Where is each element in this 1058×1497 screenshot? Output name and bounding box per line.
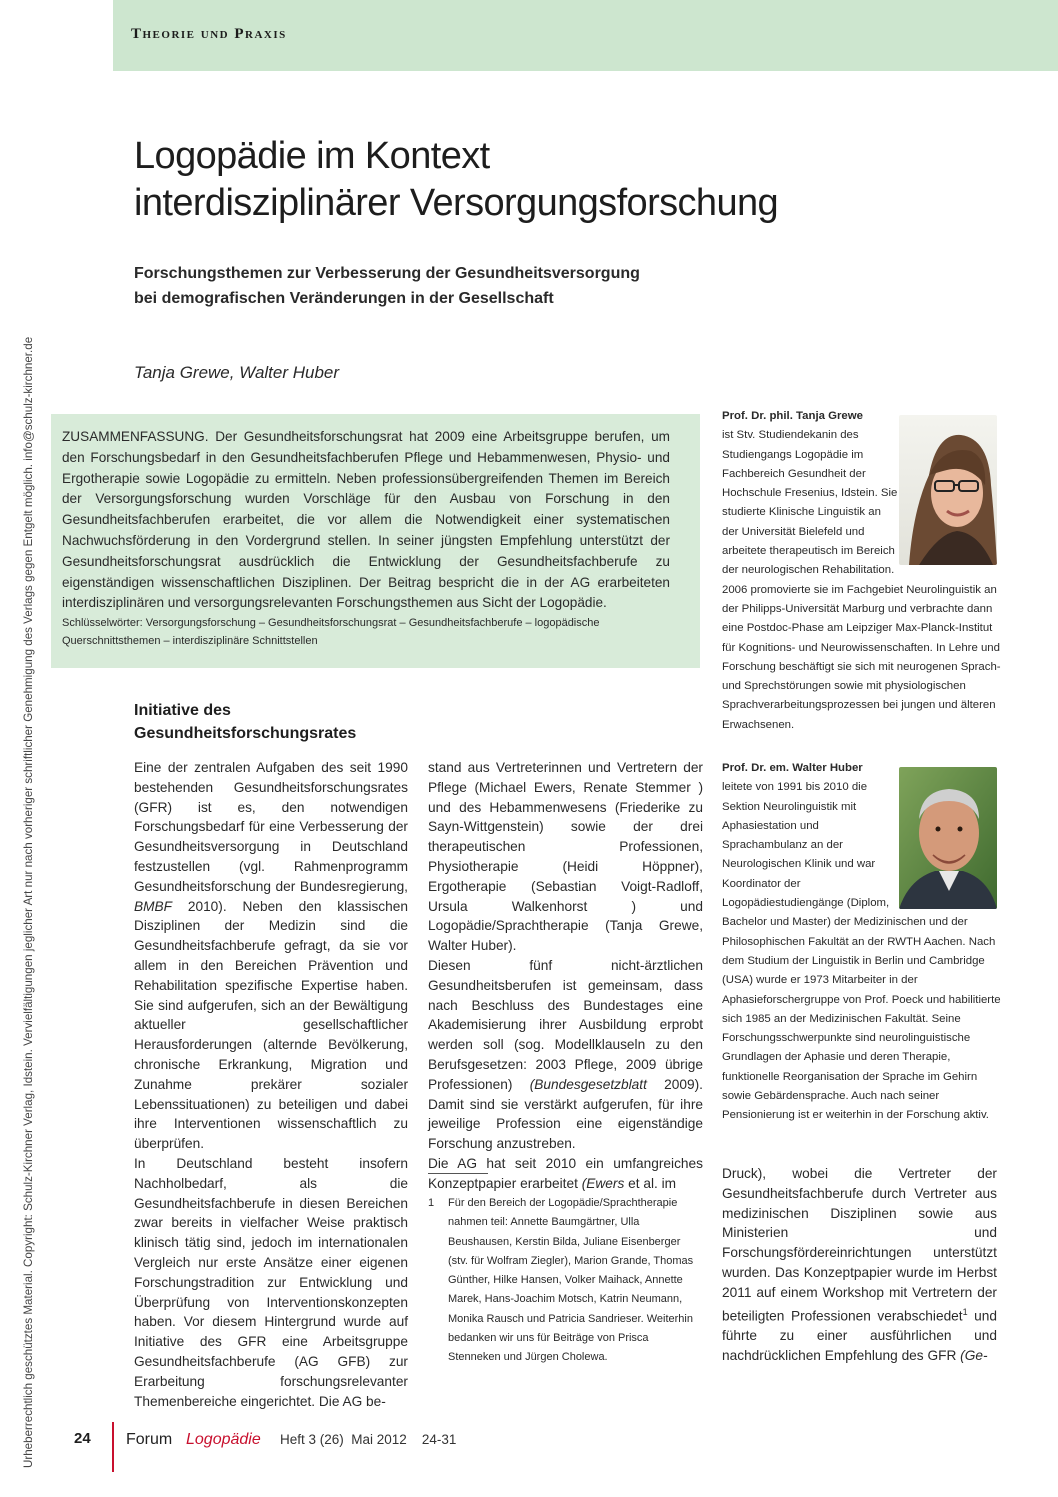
issue-info: Heft 3 (26) Mai 2012 24-31 [280,1432,457,1447]
bio-name: Prof. Dr. em. Walter Huber [722,762,863,774]
body-column-1 [134,758,408,1411]
author-photo-grewe [899,415,997,565]
body-column-2 [428,758,703,1194]
body-column-3 [722,1164,997,1366]
bio-text: leitete von 1991 bis 2010 die Sektion Neurolinguistik mit Aphasiestation und Sprachambulanz an der Neurologischen Klinik und war Koordinator der Logopädiestudiengänge (Diplom, Bachelor und Master) der Medizinischen und der Philosophischen Fakultät an der RWTH Aachen. Nach dem Studium der Linguistik in Berlin und Cambridge (USA) wurde er 1973 Mitarbeiter in der Aphasieforschergruppe von Prof. Poeck und habilitierte sich 1985 an der Medizinischen Fakultät. Seine Forschungsschwerpunkte sind neurolinguistische Grundlagen der Aphasie und deren Therapie, funktionelle Reorganisation der Sprache im Gehirn sowie Gebärdensprache. Auch nach seiner Pensionierung ist er weiterhin in der Forschung aktiv. [722,781,1001,1122]
text-run: Diesen fünf nicht-ärztlichen Gesundheitsberufen ist gemeinsam, dass nach Beschluss des Bundestages eine Akademisierung ihrer Ausbildung erprobt werden soll (sog. Modellklauseln zu den Berufsgesetzen: 2003 Pflege, 2009 übrige Professionen) [428,957,703,1092]
paragraph [134,758,408,1154]
footnote-divider [428,1173,488,1174]
text-run: Druck), wobei die Vertreter der Gesundheitsfachberufe durch Vertreter aus medizinischen Disziplinen sowie aus Ministerien und Forschungsfördereinrichtungen unterstützt wurden. Das Konzeptpapier wurde im Herbst 2011 auf einem Workshop mit Vertretern der beteiligten Professionen verabschiedet [722,1166,997,1324]
text-run: und führte zu einer ausführlichen und nachdrücklichen Empfehlung des GFR [722,1308,998,1363]
paragraph [722,1164,997,1366]
portrait-image [899,767,997,909]
article-subtitle [134,261,714,311]
keywords: Schlüsselwörter: Versorgungsforschung – Gesundheitsforschungsrat – Gesundheitsfachberufe – logopädische Querschnittsthemen – interdisziplinäre Schnittstellen [62,617,600,647]
subtitle-line-1: Forschungsthemen zur Verbesserung der Gesundheitsversorgung [134,265,640,282]
section-label: Theorie und Praxis [131,26,287,42]
author-photo-huber [899,767,997,909]
citation: (Ewers [581,1175,625,1191]
page-number: 24 [74,1430,91,1447]
section-heading-line-1: Initiative des [134,702,231,719]
paragraph [428,956,703,1154]
footer-divider [112,1422,114,1472]
footnote-number: 1 [428,1197,435,1209]
text-run: 2010). Neben den klassischen Disziplinen der Medizin sind die Gesundheitsfachberufe gefragt, da sie vor allem in den Bereichen Prävention und Rehabilitation spezifische Expertise haben. Sie sind aufgerufen, sich an der Bewältigung aktueller gesellschaftlicher Herausforderungen (alternde Bevölkerung, chronische Erkrankung, Migration und Zunahme prekärer sozialer Lebenssituationen) zu beteiligen und dabei ihre Interventionen wissenschaftlich zu überprüfen. [134,898,408,1152]
paragraph: In Deutschland besteht insofern Nachholbedarf, als die Gesundheitsfachberufe in diesen Bereichen zwar bereits in vielfacher Weise praktisch klinisch tätig sind, jedoch im internationalen Vergleich nur erste Ansätze einer eigenen Forschungstradition zur Entwicklung und Überprüfung von Interventionskonzepten haben. Vor diesem Hintergrund wurde auf Initiative des GFR eine Arbeitsgruppe Gesundheitsfachberufe (AG GFB) zur Erarbeitung forschungsrelevanter Themenbereiche eingerichtet. Die AG be- [134,1155,408,1409]
text-run: et al. im [624,1175,677,1191]
paragraph: stand aus Vertreterinnen und Vertretern der Pflege (Michael Ewers, Renate Stemmer ) und des Hebammenwesens (Friederike zu Sayn-Wittgenstein) sowie der drei therapeutischen Professionen, Physiotherapie (Heidi Höppner), Ergotherapie (Sebastian Voigt-Radloff, Ursula Walkenhorst ) und Logopädie/Sprachtherapie (Tanja Grewe, Walter Huber). [428,760,703,954]
title-line-2: interdisziplinärer Versorgungsforschung [134,182,779,224]
text-run: Die AG hat seit 2010 ein umfangreiches Konzeptpapier erarbeitet [428,1155,703,1191]
text-run: 2009). Damit sind sie verstärkt aufgerufen, für ihre jeweilige Profession eine eigenständige Forschung anzustreben. [428,1076,703,1152]
subtitle-line-2: bei demografischen Veränderungen in der Gesellschaft [134,290,554,307]
authors: Tanja Grewe, Walter Huber [134,363,340,382]
footnote-text: Für den Bereich der Logopädie/Sprachtherapie nahmen teil: Annette Baumgärtner, Ulla Beushausen, Kerstin Bilda, Juliane Eisenberger (stv. für Wolfram Ziegler), Marion Grande, Thomas Günther, Hilke Hansen, Volker Maihack, Annette Marek, Hans-Joachim Motsch, Katrin Neumann, Monika Rausch und Patricia Sandrieser. Weiterhin bedanken wir uns für Beiträge von Prisca Stenneken und Jürgen Cholewa. [448,1197,694,1364]
journal-name: Forum [126,1431,173,1448]
footnote-ref[interactable]: 1 [962,1306,968,1317]
footnote [428,1194,702,1368]
copyright-notice: Urheberrechtlich geschütztes Material. Copyright: Schulz-Kirchner Verlag, Idstein. Vervielfältigungen jeglicher Art nur nach vorheriger schriftlicher Genehmigung des Verlags gegen Entgelt möglich. info@schulz-kirchner.de [22,336,35,1468]
section-heading [134,699,404,745]
title-line-1: Logopädie im Kontext [134,135,490,177]
article-title [134,133,854,227]
abstract-text: ZUSAMMENFASSUNG. Der Gesundheitsforschungsrat hat 2009 eine Arbeitsgruppe berufen, um den Forschungsbedarf in den Gesundheitsfachberufen Pflege und Hebammenwesen, Physio- und Ergotherapie sowie Logopädie zu ermitteln. Neben professionsübergreifenden Themen im Bereich der Versorgungsforschung wurden Vorschläge für den Ausbau von Forschung in den Gesundheitsfachberufen erarbeitet, die vor allem die Notwendigkeit einer systematischen Nachwuchsförderung in den Vordergrund stellen. In seiner jüngsten Empfehlung unterstützt der Gesundheitsforschungsrat ausdrücklich die Entwicklung der Gesundheitsfachberufe zu eigenständigen wissenschaftlichen Disziplinen. Der Beitrag bespricht die in der AG erarbeiteten interdisziplinären und versorgungsrelevanten Forschungsthemen aus Sicht der Logopädie. [62,429,670,611]
journal-logo: Logopädie [186,1431,261,1448]
citation: (Ge- [960,1347,988,1363]
citation: (Bundesgesetzblatt [529,1076,647,1092]
section-heading-line-2: Gesundheitsforschungsrates [134,725,357,742]
portrait-image [899,415,997,565]
bio-text: ist Stv. Studiendekanin des Studiengangs Logopädie im Fachbereich Gesundheit der Hochschule Fresenius, Idstein. Sie studierte Klinische Linguistik an der Universität Bielefeld und arbeitete therapeutisch im Bereich der neurologischen Rehabilitation. 2006 promovierte sie im Fachgebiet Neurolinguistik an der Philipps-Universität Marburg und verbrachte dann eine Postdoc-Phase am Leipziger Max-Planck-Institut für Kognitions- und Neurowissenschaften. In Lehre und Forschung beschäftigt sie sich mit neurogenen Sprach- und Sprechstörungen sowie mit physiologischen Sprachverarbeitungsprozessen bei jungen und älteren Erwachsenen. [722,429,1001,731]
citation: BMBF [134,898,173,914]
bio-name: Prof. Dr. phil. Tanja Grewe [722,410,863,422]
text-run: Eine der zentralen Aufgaben des seit 1990 bestehenden Gesundheitsforschungsrates (GFR) ist es, den notwendigen Forschungsbedarf für eine Verbesserung der Gesundheitsversorgung in Deutschland festzustellen (vgl. Rahmenprogramm Gesundheitsforschung der Bundesregierung, [134,760,408,894]
